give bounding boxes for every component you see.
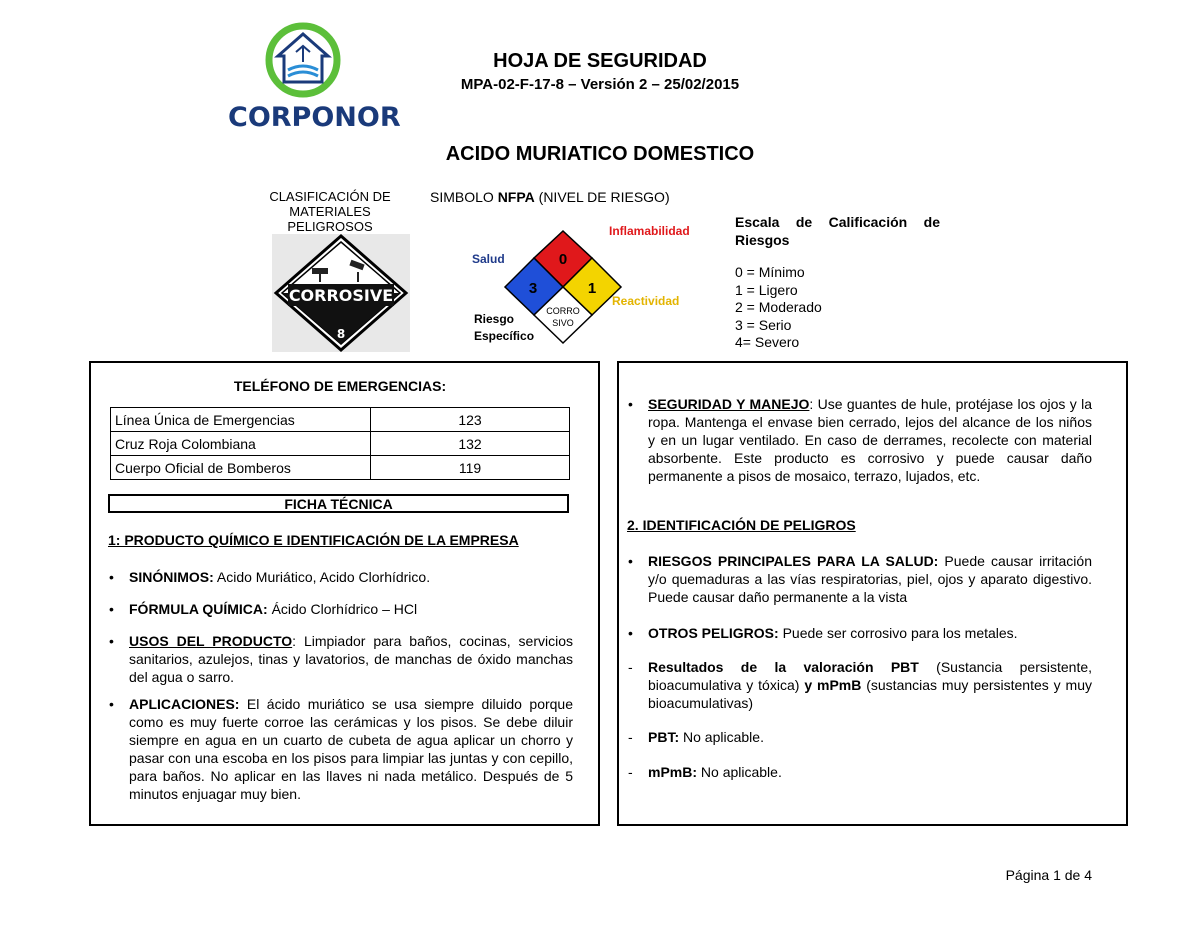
- bullet-icon: •: [109, 633, 114, 649]
- aplicaciones-text: El ácido muriático se usa siempre diluido porque como es muy fuerte corroe las cerámicas y los pisos. Se debe diluir siempre en agua en un cuarto de cubeta de agua aplicar un chorro y pasar con una escoba en los pisos para limpiar las juntas y con cepillo, para baños. No aplicar en las llaves ni nada metálico. Después de 5 minutos enjuagar muy bien.: [129, 696, 573, 802]
- mpmb-text: No aplicable.: [697, 764, 782, 780]
- pbt-label-2: y mPmB: [804, 677, 862, 693]
- corrosive-sign-class: 8: [336, 327, 346, 341]
- aplicaciones-label: APLICACIONES:: [129, 696, 240, 712]
- list-item: [628, 552, 1092, 606]
- list-item: [628, 395, 1092, 485]
- bullet-icon: •: [109, 569, 114, 585]
- nfpa-title: [430, 189, 670, 205]
- sinonimos-label: SINÓNIMOS:: [129, 569, 214, 585]
- usos-text: : Limpiador para baños, cocinas, servicios sanitarios, azulejos, tinas y lavatorios, de manchas de óxido manchas del agua o sarro.: [129, 633, 574, 685]
- header-title: HOJA DE SEGURIDAD: [493, 50, 707, 72]
- seguridad-text: : Use guantes de hule, protéjase los ojos y la ropa. Mantenga el envase bien cerrado, lejos del alcance de los niños y en un lugar ventilado. En caso de derrames, recolecte con material absorbente. Este producto es corrosivo y puede causar daño permanente a pisos de mosaico, terrazo, lujados, etc.: [648, 396, 1092, 484]
- emergency-table: [110, 407, 570, 480]
- scale-item: 0 = Mínimo: [735, 264, 805, 280]
- nfpa-especifico-value-2: SIVO: [552, 318, 574, 328]
- corrosive-sign-text: CORROSIVE: [288, 286, 394, 305]
- table-row: [111, 456, 570, 480]
- emergency-phone: 123: [371, 408, 570, 432]
- emergency-name: Línea Única de Emergencias: [111, 408, 371, 432]
- pbt-short-label: PBT:: [648, 729, 680, 745]
- sinonimos-text: Acido Muriático, Acido Clorhídrico.: [213, 569, 431, 585]
- scale-item: 4= Severo: [735, 334, 800, 350]
- nfpa-diamond: [470, 215, 710, 345]
- riesgos-label: RIESGOS PRINCIPALES PARA LA SALUD:: [648, 553, 939, 569]
- dash-icon: -: [628, 764, 633, 780]
- bullet-icon: •: [628, 625, 633, 641]
- nfpa-inflamabilidad-label: Inflamabilidad: [609, 224, 690, 238]
- section2-title: 2. IDENTIFICACIÓN DE PELIGROS: [627, 517, 856, 533]
- nfpa-especifico-label-2: Específico: [474, 329, 535, 343]
- nfpa-especifico-label-1: Riesgo: [474, 312, 515, 326]
- emergency-name: Cuerpo Oficial de Bomberos: [111, 456, 371, 480]
- otros-text: Puede ser corrosivo para los metales.: [778, 625, 1018, 641]
- table-row: [111, 408, 570, 432]
- emergency-phone: 132: [371, 432, 570, 456]
- otros-label: OTROS PELIGROS:: [648, 625, 779, 641]
- list-item: [109, 600, 570, 618]
- pbt-short-text: No aplicable.: [679, 729, 764, 745]
- document-title: ACIDO MURIATICO DOMESTICO: [445, 143, 755, 165]
- corrosive-sign: [272, 234, 410, 352]
- emergency-name: Cruz Roja Colombiana: [111, 432, 371, 456]
- riesgos-text: Puede causar irritación y/o quemaduras a las vías respiratorias, piel, ojos y aparato digestivo. Puede causar daño permanente a la vista: [648, 553, 1092, 605]
- section1-title: 1: PRODUCTO QUÍMICO E IDENTIFICACIÓN DE LA EMPRESA: [108, 532, 519, 548]
- ficha-tecnica-title: FICHA TÉCNICA: [108, 494, 569, 513]
- bullet-icon: •: [109, 696, 114, 712]
- formula-label: FÓRMULA QUÍMICA:: [129, 601, 268, 617]
- nfpa-inflamabilidad-value: 0: [558, 251, 568, 268]
- classification-label: CLASIFICACIÓN DE MATERIALES PELIGROSOS: [269, 189, 391, 234]
- list-item: [628, 658, 1093, 712]
- nfpa-salud-label: Salud: [472, 252, 505, 266]
- dash-icon: -: [628, 729, 633, 745]
- list-item: [628, 624, 1092, 642]
- seguridad-label: SEGURIDAD Y MANEJO: [648, 396, 810, 412]
- scale-title: Escala de Calificación de Riesgos: [735, 214, 940, 248]
- bullet-icon: •: [628, 396, 633, 412]
- header-subtitle: MPA-02-F-17-8 – Versión 2 – 25/02/2015: [460, 76, 740, 93]
- usos-label: USOS DEL PRODUCTO: [129, 633, 293, 649]
- list-item: [109, 632, 574, 686]
- list-item: [628, 763, 1092, 781]
- bullet-icon: •: [628, 553, 633, 569]
- pbt-label: Resultados de la valoración PBT: [648, 659, 919, 675]
- nfpa-title-prefix: SIMBOLO: [430, 189, 498, 205]
- nfpa-reactividad-value: 1: [587, 280, 597, 297]
- list-item: [109, 568, 570, 586]
- nfpa-salud-value: 3: [528, 280, 538, 297]
- formula-text: Ácido Clorhídrico – HCl: [267, 601, 418, 617]
- nfpa-title-suffix: (NIVEL DE RIESGO): [534, 189, 670, 205]
- page-number: Página 1 de 4: [1005, 867, 1092, 883]
- pbt-text-2: (sustancias muy persistentes y muy bioacumulativas): [648, 677, 1092, 711]
- nfpa-title-bold: NFPA: [497, 189, 535, 205]
- list-item: [628, 728, 1092, 746]
- dash-icon: -: [628, 659, 633, 675]
- nfpa-reactividad-label: Reactividad: [612, 294, 680, 308]
- list-item: [109, 695, 573, 803]
- emergency-title: TELÉFONO DE EMERGENCIAS:: [233, 378, 447, 394]
- scale-list: [735, 264, 822, 352]
- table-row: [111, 432, 570, 456]
- scale-item: 1 = Ligero: [735, 281, 798, 298]
- emergency-phone: 119: [371, 456, 570, 480]
- mpmb-label: mPmB:: [648, 764, 698, 780]
- scale-item: 2 = Moderado: [735, 299, 822, 315]
- pbt-text-1: (Sustancia persistente, bioacumulativa y tóxica): [648, 659, 1093, 693]
- nfpa-especifico-value-1: CORRO: [546, 306, 580, 316]
- bullet-icon: •: [109, 601, 114, 617]
- scale-item: 3 = Serio: [735, 316, 792, 333]
- logo-text: CORPONOR: [228, 102, 401, 133]
